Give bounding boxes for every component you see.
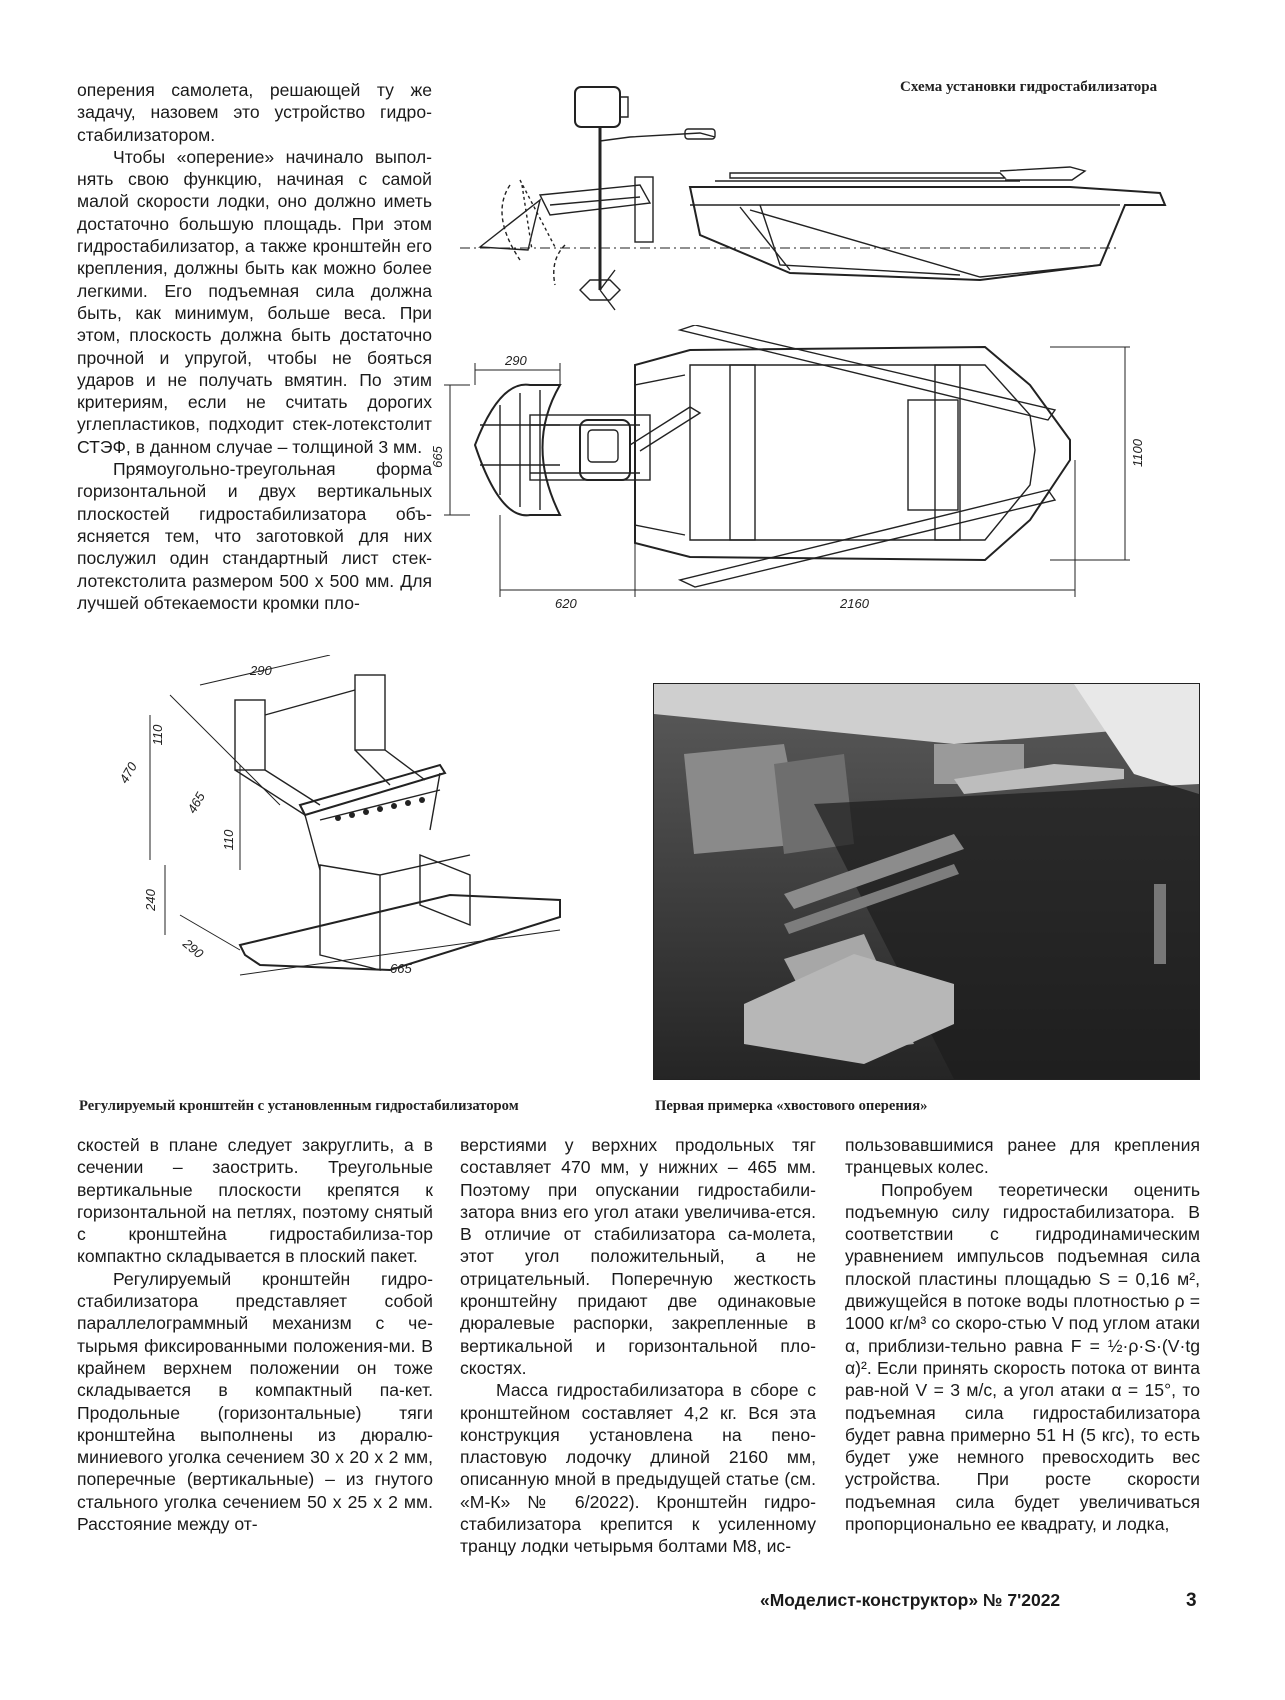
paragraph: Чтобы «оперение» начинало выпол-нять свою функцию, начиная с самой малой скорости лодки, оно должно иметь достаточно большую площадь. При этом гидростабилизатор, а также кронштейн его крепления, должны быть как можно более легкими. Его подъемная сила должна быть, как минимум, больше веса. При этом, плоскость должна быть достаточно прочной и упругой, чтобы не бояться ударов и не получать вмятин. По этим критериям, если не считать дорогих углепластиков, подходит стек-лотекстолит СТЭФ, в данном случае – толщиной 3 мм. (77, 146, 432, 457)
paragraph: Прямоугольно-треугольная форма горизонтальной и двух вертикальных плоскостей гидростабилизатора объ-ясняется тем, что заготовкой для них послужил один стандартный лист стек-лотекстолита размером 500 x 500 мм. Для лучшей обтекаемости кромки пло- (77, 459, 432, 613)
paragraph: оперения самолета, решающей ту же задачу, назовем это устройство гидро-стабилизатором. (77, 80, 432, 145)
dim-665-bottom: 665 (390, 961, 412, 976)
dim-1100: 1100 (1130, 439, 1145, 467)
paragraph: верстиями у верхних продольных тяг составляет 470 мм, у нижних – 465 мм. Поэтому при опускании гидростабили-затора вниз его угол атаки увеличива-ется. В отличие от стабилизатора са-молета, этот угол положительный, а не отрицательный. Поперечную жесткость кронштейну придают две одинаковые дюралевые распорки, закрепленные в вертикальной и горизонтальной пло-скостях. (460, 1135, 816, 1378)
paragraph: Попробуем теоретически оценить подъемную силу гидростабилизатора. В соответствии с гидродинамическим уравнением импульсов подъемная сила плоской пластины площадью S = 0,16 м², движущейся в потоке воды плотностью ρ = 1000 кг/м³ со скоро-стью V под углом атаки α, приблизи-тельно равна F = ½·ρ·S·(V·tg α)². Если принять скорость потока от винта рав-ной V = 3 м/с, а угол атаки α = 15°, то подъемная сила гидростабилизатора будет равна примерно 51 Н (5 кгс), то есть будет уже немного превосходить вес устройства. При росте скорости подъемная сила будет увеличиваться пропорционально ее квадрату, и лодка, (845, 1179, 1200, 1535)
paragraph: пользовавшимися ранее для крепления транцевых колес. (845, 1135, 1200, 1178)
plan-view-drawing (430, 325, 1200, 615)
dim-620: 620 (555, 596, 577, 611)
fitting-photo (653, 683, 1200, 1080)
dim-290-bottom: 290 (180, 935, 207, 962)
dim-110-mid: 110 (221, 829, 236, 851)
dim-465: 465 (184, 789, 209, 816)
paragraph: Масса гидростабилизатора в сборе с кронштейном составляет 4,2 кг. Вся эта конструкция установлена на пено-пластовую лодочку длиной 2160 мм, описанную мной в предыдущей статье (см. «М-К» № 6/2022). Кронштейн гидро-стабилизатора крепится к усиленному транцу лодки четырьмя болтами М8, ис- (460, 1380, 816, 1557)
page-number: 3 (1186, 1590, 1197, 1611)
bracket-caption: Регулируемый кронштейн с установленным гидростабилизатором (79, 1098, 519, 1114)
magazine-footer: «Моделист-конструктор» № 7'2022 (760, 1590, 1061, 1610)
dim-110-top: 110 (150, 724, 165, 746)
text-column-2 (460, 1134, 816, 1558)
dim-2160: 2160 (840, 596, 869, 611)
photo-caption: Первая примерка «хвостового оперения» (655, 1098, 928, 1114)
dim-290: 290 (505, 353, 527, 368)
text-column-1 (77, 1134, 433, 1535)
paragraph: скостей в плане следует закруглить, а в сечении – заострить. Треугольные вертикальные плоскости крепятся к горизонтальной на петлях, поэтому снятый с кронштейна гидростабилиза-тор компактно складывается в плоский пакет. (77, 1135, 433, 1267)
dim-290-top: 290 (250, 663, 272, 678)
text-column-top (77, 79, 432, 614)
bracket-drawing (90, 655, 610, 1020)
paragraph: Регулируемый кронштейн гидро-стабилизатора представляет собой параллелограммный механизм с че-тырьмя фиксированными положения-ми. В крайнем верхнем положении он тоже складывается в компактный па-кет. Продольные (горизонтальные) тяги кронштейна выполнены из дюралю-миниевого уголка сечением 30 x 20 x 2 мм, поперечные (вертикальные) – из гнутого стального уголка сечением 50 x 25 x 2 мм. Расстояние между от- (77, 1268, 433, 1535)
dim-470: 470 (116, 759, 141, 786)
dim-665: 665 (430, 446, 445, 468)
text-column-3 (845, 1134, 1200, 1535)
scheme-caption: Схема установки гидростабилизатора (900, 79, 1158, 95)
dim-240: 240 (143, 889, 158, 911)
side-view-drawing (460, 85, 1185, 330)
